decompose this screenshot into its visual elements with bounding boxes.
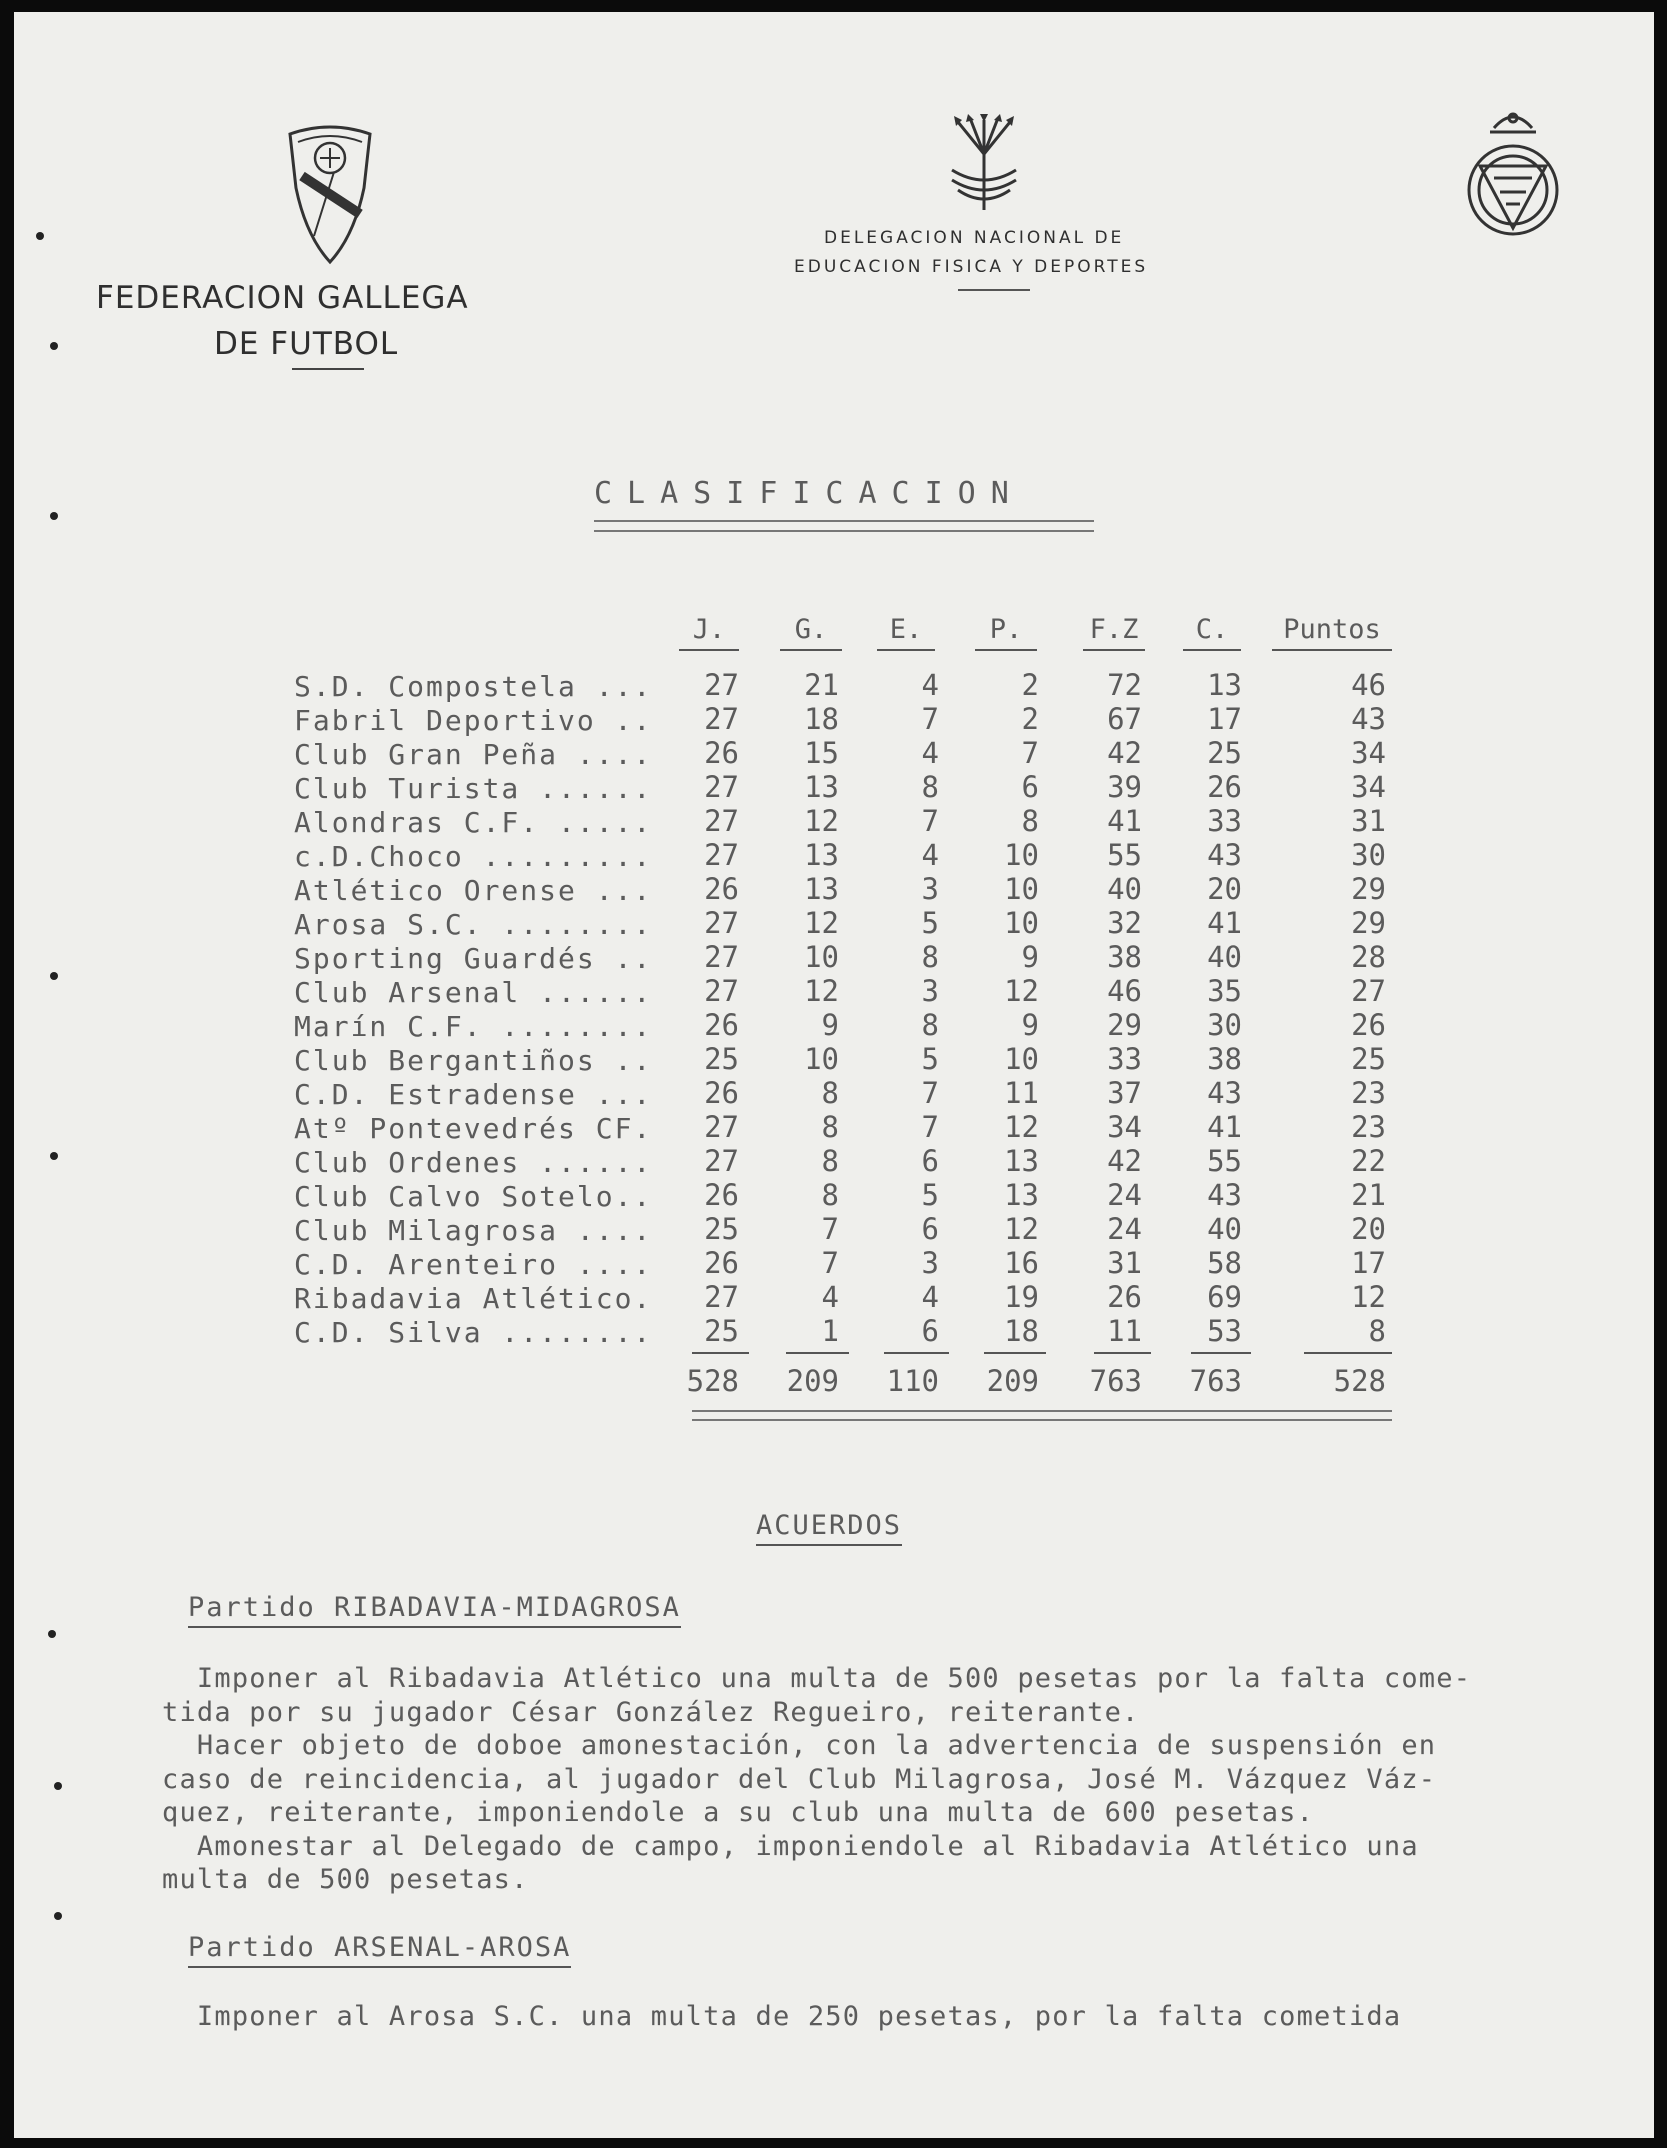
table-cell-f: 31 — [1107, 1246, 1142, 1280]
acuerdos-heading: ACUERDOS — [756, 1510, 902, 1541]
table-cell-p: 9 — [1021, 1008, 1039, 1042]
punch-mark — [50, 1152, 58, 1160]
team-name: Atlético Orense ... — [294, 874, 653, 907]
text-line: caso de reincidencia, al jugador del Club Milagrosa, José M. Vázquez Váz- — [162, 1763, 1437, 1795]
team-name: C.D. Estradense ... — [294, 1078, 653, 1111]
total-cell-c: 763 — [1189, 1364, 1242, 1398]
table-cell-p: 8 — [1021, 804, 1039, 838]
table-cell-p: 2 — [1021, 702, 1039, 736]
table-cell-p: 10 — [1004, 838, 1039, 872]
table-cell-c: 43 — [1207, 1076, 1242, 1110]
table-cell-p: 18 — [1004, 1314, 1039, 1348]
text-line: Imponer al Arosa S.C. una multa de 250 pesetas, por la falta cometida — [162, 2001, 1402, 2032]
table-cell-j: 26 — [704, 1076, 739, 1110]
total-cell-p: 209 — [986, 1364, 1039, 1398]
team-name: Club Arsenal ...... — [294, 976, 653, 1009]
total-cell-g: 209 — [786, 1364, 839, 1398]
table-cell-c: 53 — [1207, 1314, 1242, 1348]
total-cell-e: 110 — [886, 1364, 939, 1398]
table-cell-c: 41 — [1207, 906, 1242, 940]
table-cell-g: 7 — [821, 1212, 839, 1246]
table-cell-e: 5 — [921, 1042, 939, 1076]
team-name: Alondras C.F. ..... — [294, 806, 653, 839]
table-cell-p: 13 — [1004, 1178, 1039, 1212]
totals-double-rule — [692, 1410, 1392, 1421]
table-cell-pts: 21 — [1351, 1178, 1386, 1212]
table-cell-g: 1 — [821, 1314, 839, 1348]
table-cell-pts: 17 — [1351, 1246, 1386, 1280]
total-cell-pts: 528 — [1333, 1364, 1386, 1398]
team-name: C.D. Arenteiro .... — [294, 1248, 653, 1281]
table-cell-g: 12 — [804, 906, 839, 940]
table-cell-p: 13 — [1004, 1144, 1039, 1178]
table-cell-j: 27 — [704, 1280, 739, 1314]
team-name: S.D. Compostela ... — [294, 670, 653, 703]
team-name: Arosa S.C. ........ — [294, 908, 653, 941]
table-cell-pts: 31 — [1351, 804, 1386, 838]
sum-rule — [692, 1352, 749, 1354]
table-cell-f: 26 — [1107, 1280, 1142, 1314]
table-cell-j: 26 — [704, 872, 739, 906]
table-cell-pts: 22 — [1351, 1144, 1386, 1178]
table-cell-g: 8 — [821, 1076, 839, 1110]
table-cell-c: 30 — [1207, 1008, 1242, 1042]
table-cell-pts: 23 — [1351, 1076, 1386, 1110]
match1-title: Partido RIBADAVIA-MIDAGROSA — [188, 1592, 681, 1623]
table-cell-pts: 25 — [1351, 1042, 1386, 1076]
match1-resolution-text — [162, 1662, 1632, 1897]
table-cell-e: 4 — [921, 668, 939, 702]
table-cell-p: 12 — [1004, 1212, 1039, 1246]
text-line: quez, reiterante, imponiendole a su club una multa de 600 pesetas. — [162, 1797, 1315, 1828]
title-double-underline — [594, 520, 1094, 532]
table-cell-e: 7 — [921, 804, 939, 838]
table-cell-e: 6 — [921, 1314, 939, 1348]
table-cell-p: 19 — [1004, 1280, 1039, 1314]
table-cell-p: 10 — [1004, 1042, 1039, 1076]
table-cell-j: 26 — [704, 736, 739, 770]
table-cell-pts: 30 — [1351, 838, 1386, 872]
table-cell-g: 13 — [804, 872, 839, 906]
table-cell-e: 7 — [921, 702, 939, 736]
table-cell-j: 27 — [704, 906, 739, 940]
punch-mark — [54, 1912, 62, 1920]
table-cell-p: 12 — [1004, 974, 1039, 1008]
table-cell-f: 41 — [1107, 804, 1142, 838]
federation-shield-logo — [284, 118, 376, 270]
text-line: Amonestar al Delegado de campo, imponiendole al Ribadavia Atlético una — [162, 1830, 1419, 1862]
table-cell-c: 13 — [1207, 668, 1242, 702]
table-cell-e: 4 — [921, 1280, 939, 1314]
table-cell-e: 3 — [921, 974, 939, 1008]
table-cell-pts: 23 — [1351, 1110, 1386, 1144]
column-header: G. — [780, 614, 842, 645]
team-name: Club Bergantiños .. — [294, 1044, 653, 1077]
table-cell-pts: 46 — [1351, 668, 1386, 702]
team-name: Atº Pontevedrés CF. — [294, 1112, 653, 1145]
column-header: J. — [679, 614, 739, 645]
punch-mark — [50, 972, 58, 980]
table-cell-e: 5 — [921, 906, 939, 940]
table-cell-p: 12 — [1004, 1110, 1039, 1144]
table-cell-e: 6 — [921, 1212, 939, 1246]
table-cell-pts: 20 — [1351, 1212, 1386, 1246]
sum-rule — [884, 1352, 949, 1354]
team-name: Sporting Guardés .. — [294, 942, 653, 975]
table-cell-f: 37 — [1107, 1076, 1142, 1110]
table-cell-e: 7 — [921, 1110, 939, 1144]
table-cell-pts: 34 — [1351, 770, 1386, 804]
total-cell-f: 763 — [1089, 1364, 1142, 1398]
table-cell-g: 13 — [804, 770, 839, 804]
table-cell-j: 25 — [704, 1212, 739, 1246]
team-name: Club Calvo Sotelo.. — [294, 1180, 653, 1213]
table-cell-j: 25 — [704, 1042, 739, 1076]
column-header: F.Z — [1083, 614, 1145, 645]
table-cell-e: 8 — [921, 1008, 939, 1042]
table-cell-j: 27 — [704, 668, 739, 702]
yoke-arrows-emblem — [944, 114, 1024, 218]
table-cell-c: 20 — [1207, 872, 1242, 906]
sum-rule — [1191, 1352, 1251, 1354]
table-cell-pts: 43 — [1351, 702, 1386, 736]
table-cell-g: 8 — [821, 1178, 839, 1212]
table-cell-j: 26 — [704, 1246, 739, 1280]
table-cell-c: 26 — [1207, 770, 1242, 804]
text-line: Hacer objeto de doboe amonestación, con la advertencia de suspensión en — [162, 1730, 1437, 1761]
table-cell-f: 24 — [1107, 1212, 1142, 1246]
table-cell-f: 72 — [1107, 668, 1142, 702]
match2-resolution-text — [162, 2000, 1632, 2034]
table-cell-c: 43 — [1207, 1178, 1242, 1212]
sum-rule — [786, 1352, 849, 1354]
sum-rule — [1094, 1352, 1151, 1354]
table-cell-e: 7 — [921, 1076, 939, 1110]
table-cell-g: 13 — [804, 838, 839, 872]
table-cell-g: 8 — [821, 1110, 839, 1144]
table-cell-c: 41 — [1207, 1110, 1242, 1144]
table-cell-c: 69 — [1207, 1280, 1242, 1314]
total-cell-j: 528 — [686, 1364, 739, 1398]
table-cell-f: 38 — [1107, 940, 1142, 974]
table-cell-g: 7 — [821, 1246, 839, 1280]
page-title: CLASIFICACION — [594, 476, 1024, 511]
table-cell-pts: 34 — [1351, 736, 1386, 770]
table-cell-g: 12 — [804, 974, 839, 1008]
table-cell-p: 10 — [1004, 872, 1039, 906]
table-cell-c: 17 — [1207, 702, 1242, 736]
table-cell-pts: 29 — [1351, 872, 1386, 906]
table-cell-e: 8 — [921, 940, 939, 974]
team-name: Club Ordenes ...... — [294, 1146, 653, 1179]
table-cell-pts: 26 — [1351, 1008, 1386, 1042]
team-name: C.D. Silva ........ — [294, 1316, 653, 1349]
table-cell-c: 43 — [1207, 838, 1242, 872]
punch-mark — [50, 342, 58, 350]
divider — [292, 368, 364, 370]
table-cell-c: 40 — [1207, 1212, 1242, 1246]
table-cell-e: 3 — [921, 872, 939, 906]
table-cell-c: 55 — [1207, 1144, 1242, 1178]
table-cell-p: 16 — [1004, 1246, 1039, 1280]
column-header: C. — [1183, 614, 1241, 645]
table-cell-f: 11 — [1107, 1314, 1142, 1348]
table-cell-f: 39 — [1107, 770, 1142, 804]
table-cell-g: 12 — [804, 804, 839, 838]
delegation-name-line2: EDUCACION FISICA Y DEPORTES — [794, 257, 1149, 277]
table-cell-pts: 29 — [1351, 906, 1386, 940]
table-cell-p: 10 — [1004, 906, 1039, 940]
table-cell-c: 33 — [1207, 804, 1242, 838]
table-cell-g: 10 — [804, 940, 839, 974]
table-cell-f: 55 — [1107, 838, 1142, 872]
table-cell-j: 27 — [704, 770, 739, 804]
table-cell-j: 27 — [704, 1110, 739, 1144]
table-cell-g: 8 — [821, 1144, 839, 1178]
table-cell-c: 35 — [1207, 974, 1242, 1008]
column-header: Puntos — [1272, 614, 1392, 645]
table-cell-g: 10 — [804, 1042, 839, 1076]
team-name: Club Turista ...... — [294, 772, 653, 805]
table-cell-e: 6 — [921, 1144, 939, 1178]
table-cell-c: 58 — [1207, 1246, 1242, 1280]
table-cell-j: 26 — [704, 1008, 739, 1042]
team-name: Club Gran Peña .... — [294, 738, 653, 771]
table-cell-f: 24 — [1107, 1178, 1142, 1212]
table-cell-pts: 27 — [1351, 974, 1386, 1008]
delegation-name-line1: DELEGACION NACIONAL DE — [824, 228, 1125, 248]
column-header: E. — [877, 614, 935, 645]
team-name: Marín C.F. ........ — [294, 1010, 653, 1043]
table-cell-j: 26 — [704, 1178, 739, 1212]
team-name: Fabril Deportivo .. — [294, 704, 653, 737]
table-cell-f: 42 — [1107, 736, 1142, 770]
table-cell-c: 25 — [1207, 736, 1242, 770]
sum-rule — [1304, 1352, 1392, 1354]
table-cell-j: 27 — [704, 1144, 739, 1178]
match2-title: Partido ARSENAL-AROSA — [188, 1932, 571, 1963]
federation-name-line1: FEDERACION GALLEGA — [96, 280, 469, 316]
table-cell-e: 8 — [921, 770, 939, 804]
table-cell-pts: 28 — [1351, 940, 1386, 974]
table-cell-e: 3 — [921, 1246, 939, 1280]
text-line: multa de 500 pesetas. — [162, 1864, 529, 1895]
federation-name-line2: DE FUTBOL — [214, 326, 399, 362]
table-cell-j: 27 — [704, 974, 739, 1008]
divider — [958, 289, 1030, 291]
table-cell-g: 15 — [804, 736, 839, 770]
table-cell-f: 46 — [1107, 974, 1142, 1008]
punch-mark — [54, 1782, 62, 1790]
table-cell-f: 67 — [1107, 702, 1142, 736]
table-cell-g: 18 — [804, 702, 839, 736]
punch-mark — [36, 232, 44, 240]
text-line: Imponer al Ribadavia Atlético una multa de 500 pesetas por la falta come- — [162, 1663, 1472, 1694]
table-cell-f: 42 — [1107, 1144, 1142, 1178]
table-cell-g: 9 — [821, 1008, 839, 1042]
table-cell-j: 25 — [704, 1314, 739, 1348]
table-cell-p: 9 — [1021, 940, 1039, 974]
table-cell-pts: 12 — [1351, 1280, 1386, 1314]
table-cell-f: 33 — [1107, 1042, 1142, 1076]
table-cell-j: 27 — [704, 702, 739, 736]
text-line: tida por su jugador César González Regueiro, reiterante. — [162, 1696, 1140, 1728]
table-cell-p: 7 — [1021, 736, 1039, 770]
table-cell-p: 6 — [1021, 770, 1039, 804]
table-cell-f: 34 — [1107, 1110, 1142, 1144]
table-cell-p: 2 — [1021, 668, 1039, 702]
table-cell-g: 21 — [804, 668, 839, 702]
table-cell-f: 29 — [1107, 1008, 1142, 1042]
table-cell-e: 4 — [921, 838, 939, 872]
team-name: Club Milagrosa .... — [294, 1214, 653, 1247]
table-cell-pts: 8 — [1368, 1314, 1386, 1348]
column-header: P. — [975, 614, 1037, 645]
punch-mark — [48, 1630, 56, 1638]
table-cell-j: 27 — [704, 838, 739, 872]
team-name: Ribadavia Atlético. — [294, 1282, 653, 1315]
table-cell-e: 5 — [921, 1178, 939, 1212]
document-page — [14, 12, 1654, 2138]
table-cell-g: 4 — [821, 1280, 839, 1314]
table-cell-p: 11 — [1004, 1076, 1039, 1110]
table-cell-j: 27 — [704, 940, 739, 974]
table-cell-c: 38 — [1207, 1042, 1242, 1076]
table-cell-e: 4 — [921, 736, 939, 770]
table-cell-c: 40 — [1207, 940, 1242, 974]
punch-mark — [50, 512, 58, 520]
table-cell-f: 32 — [1107, 906, 1142, 940]
team-name: c.D.Choco ......... — [294, 840, 653, 873]
table-cell-j: 27 — [704, 804, 739, 838]
football-federation-crest-logo — [1460, 104, 1566, 246]
table-cell-f: 40 — [1107, 872, 1142, 906]
sum-rule — [984, 1352, 1046, 1354]
